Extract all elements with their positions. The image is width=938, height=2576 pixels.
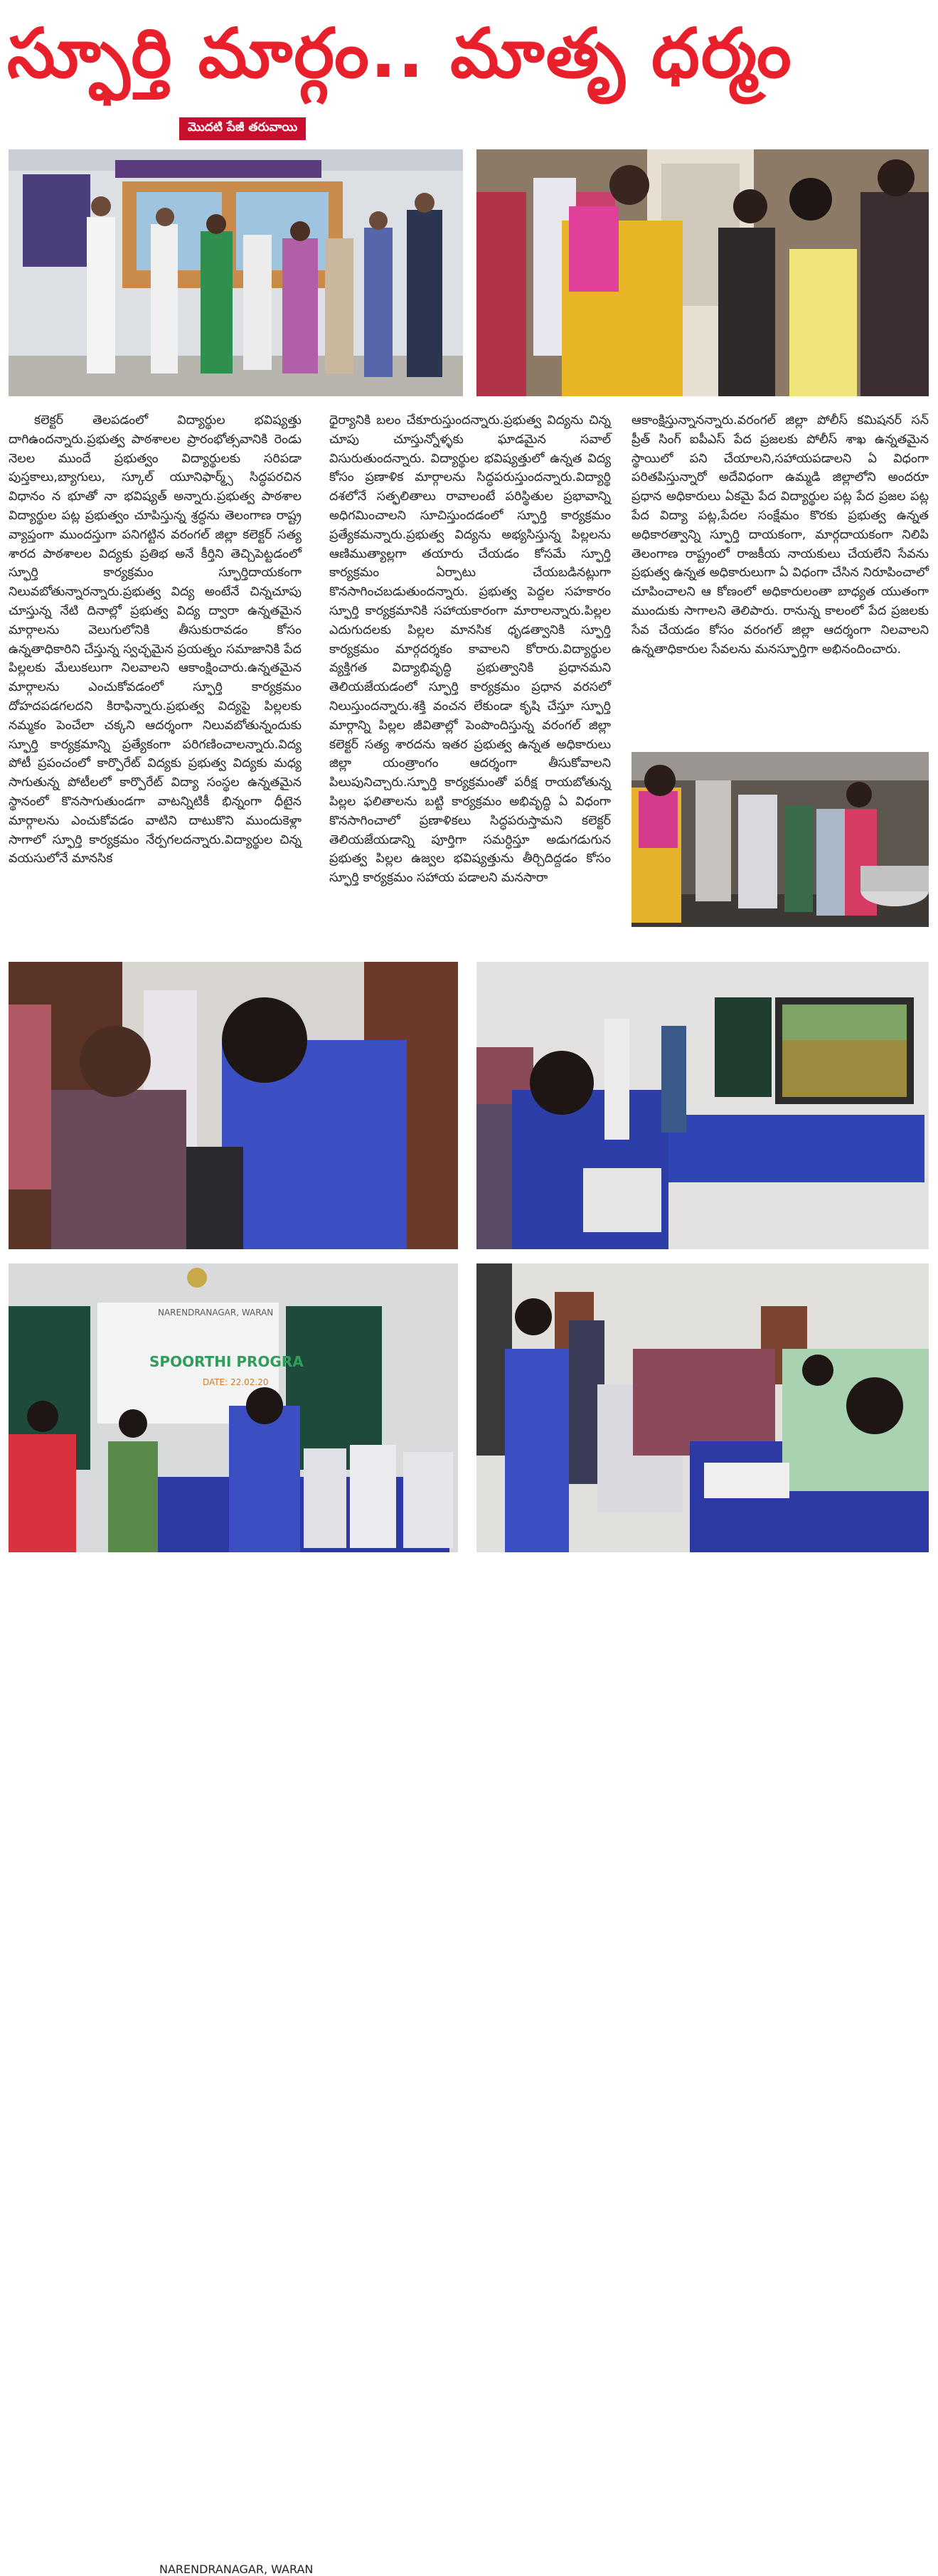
slide-program-title: SPOORTHI PROGRA	[149, 1353, 304, 1370]
photo-smart-classroom	[476, 962, 929, 1249]
slide-school-name: NARENDRANAGAR, WARAN	[158, 1308, 274, 1318]
slide-school-name: NARENDRANAGAR, WARAN	[159, 2562, 314, 2576]
photo-program-stage	[9, 1263, 458, 2576]
slide-date: DATE: 22.02.20	[203, 1377, 269, 1387]
photo-collector-with-boy	[9, 962, 458, 1249]
headline: స్ఫూర్తి మార్గం.. మాతృ ధర్మం	[7, 14, 793, 93]
article-column-3: ఆకాంక్షిస్తున్నానన్నారు.వరంగల్ జిల్లా పోలీస్ కమిషనర్ సన్ ప్రీత్ సింగ్ ఐపీఎస్ పేద ప్రజలకు పోలీస్ శాఖ ఉన్నతమైన స్థాయిలో పని చేయాలని,సహాయపడాలని ఏ విధంగా పరితపిస్తున్నారో అదేవిధంగా ఉమ్మడి జిల్లాలోని అందరూ ప్రధాన అధికారులు ఏకమై పేద విద్యార్థుల పట్ల పేద ప్రజల పట్ల పేద విద్యా పట్ల,పేదల సంక్షేమం కొరకు ప్రభుత్వ ఉన్నత అధికారత్వాన్ని స్ఫూర్తి దాయకంగా, మార్గదాయకంగా నిలిపి తెలంగాణ రాష్ట్రంలో రాజకీయ నాయకులు చేయలేని సేవను ప్రభుత్వ ఉన్నత అధికారులుగా ఏ విధంగా చేసిన నిరూపించాలో చూపించాలని ఆ కోణంలో అధికారులంతా బాధ్యత యుతంగా ముందుకు సాగాలని తెలిపారు. రానున్న కాలంలో పేద ప్రజలకు సేవ చేయడం కోసం వరంగల్ జిల్లా ఆదర్శంగా నిలవాలని ఉన్నతాధికారుల సేవలను మనస్ఫూర్తిగా అభినందించారు.	[631, 413, 929, 657]
article-column-2: ధైర్యానికి బలం చేకూరుస్తుందన్నారు.ప్రభుత్వ విద్యను చిన్న చూపు చూస్తున్నోళ్ళకు ఘాడమైన సవాల్ విసురుతుందన్నారు. విద్యార్థుల భవిష్యత్తులో ఉన్నత విద్య కోసం ప్రణాళిక మార్గాలను సిద్ధపరుస్తుందన్నారు.విద్యార్థి దశలోనే సత్ఫలితాలు రావాలంటే పరిస్థితుల ప్రభావాన్ని అధిగమించాలని సూచిస్తుందడంలో స్ఫూర్తి కార్యక్రమం ప్రత్యేకమన్నారు.ప్రభుత్వ విద్యను అభ్యసిస్తున్న పిల్లలను ఆణిముత్యాల్లగా తయారు చేయడం కోసమే స్ఫూర్తి కార్యక్రమం ఏర్పాటు చేయబడినట్లుగా కొనసాగించబడుతుందన్నారు. ప్రభుత్వ పెద్దల సహకారం స్ఫూర్తి కార్యక్రమానికి సహాయకారంగా మారాలన్నారు.పిల్లల ఎదుగుదలకు పిల్లల మానసిక ధృడత్వానికి స్ఫూర్తి కార్యక్రమం మార్గదర్శకం కావాలని కోరారు.విద్యార్థుల వ్యక్తిగత విద్యాభివృద్ధి ప్రభుత్వానికి ప్రధానమని తెలియజేయడంలో స్ఫూర్తి కార్యక్రమం ప్రధాన వరసలో నిలుస్తుందన్నారు.శక్తి వంచన లేకుండా కృషి చేస్తూ స్ఫూర్తి మార్గాన్ని పిల్లల జీవితాల్లో పెంపొందిస్తున్న వరంగల్ జిల్లా కలెక్టర్ సత్య శారదను ఇతర ప్రభుత్వ ఉన్నత అధికారులు జిల్లా యంత్రాంగం ఆదర్శంగా తీసుకోవాలని పిలుపునిచ్చారు.స్ఫూర్తి కార్యక్రమంతో పరీక్ష రాయబోతున్న పిల్లల ఫలితాలను బట్టి కార్యక్రమం అభివృద్ధి ఏ విధంగా కొనసాగించాలో ప్రణాళికలు సిద్ధపరుస్తామని కలెక్టర్ తెలియజేయడాన్ని పూర్తిగా సమర్ధిస్తూ అడుగడుగున ప్రభుత్వ పిల్లల ఉజ్వల భవిష్యత్తును తీర్చిదిద్దడం కోసం స్ఫూర్తి కార్యక్రమం సహాయ పడాలని మనసారా	[329, 413, 611, 886]
continuation-tag: మొదటి పేజీ తరువాయి	[179, 117, 306, 140]
photo-classroom-students	[476, 1263, 929, 1552]
article-column-1: కలెక్టర్ తెలపడంలో విద్యార్థుల భవిష్యత్తు దాగిఉందన్నారు.ప్రభుత్వ పాఠశాలల ప్రారంభోత్సవానికి రెండు నెలల ముందే ప్రభుత్వం విద్యార్థులకు సరిపడా పుస్తకాలు,బ్యాగులు, స్కూల్ యూనిఫార్మ్స్ సిద్ధపరచిన విధానం న భూతో నా భవిష్యత్ అన్నారు.ప్రభుత్వ పాఠశాల విద్యార్థుల పట్ల ప్రభుత్వం చూపిస్తున్న శ్రద్ధను తెలంగాణ రాష్ట్ర వ్యాప్తంగా ముందస్తుగా పనిగట్టిన వరంగల్ జిల్లా కలెక్టర్ సత్య శారద పాఠశాలల విద్యకు ప్రతిభ అనే కీర్తిని తెచ్చిపెట్టడంలో స్ఫూర్తి కార్యక్రమం స్ఫూర్తిదాయకంగా నిలువబోతున్నారన్నారు.ప్రభుత్వ విద్య అంటేనే చిన్నచూపు చూస్తున్న నేటి దినాల్లో ప్రభుత్వ విద్య ద్వారా ఉన్నతమైన మార్గాలను వెలుగులోనికి తీసుకురావడం కోసం ఉన్నతాధికారిని చేస్తున్న స్వచ్ఛమైన ప్రయత్నం సమాజానికి పేద పిల్లలకు మేలుకలుగా నిలవాలని ఆకాంక్షించారు.ఉన్నతమైన మార్గాలను ఎంచుకోవడంలో స్ఫూర్తి కార్యక్రమం దోహదపడగలదని కిరాఫిన్నారు.ప్రభుత్వ విద్యపై పిల్లలకు నమ్మకం పెంచేలా చక్కని ఆదర్శంగా నిలువబోతున్నందుకు స్ఫూర్తి కార్యక్రమాన్ని ప్రత్యేకంగా పరిగణించాలన్నారు.విద్య పోటీ ప్రపంచంలో కార్పొరేట్ విద్యకు ప్రభుత్వ విద్యకు మధ్య సాగుతున్న పోటీలలో కార్పొరేట్ విద్యా సంస్థల ఉన్నతమైన స్థానంలో కొనసాగుతుండగా వాటన్నిటికీ భిన్నంగా ధీటైన మార్గాలను ఎంచుకోవడం వాటిని దాటుకొని ముందుకెళ్లా సాగాలో స్ఫూర్తి కార్యక్రమం నేర్పగలదన్నారు.విద్యార్థుల చిన్న వయసులోనే మానసిక	[9, 413, 302, 866]
photo-kitchen-visit	[631, 752, 929, 927]
photo-collector-students	[476, 149, 929, 396]
photo-officials-walking	[9, 149, 463, 396]
